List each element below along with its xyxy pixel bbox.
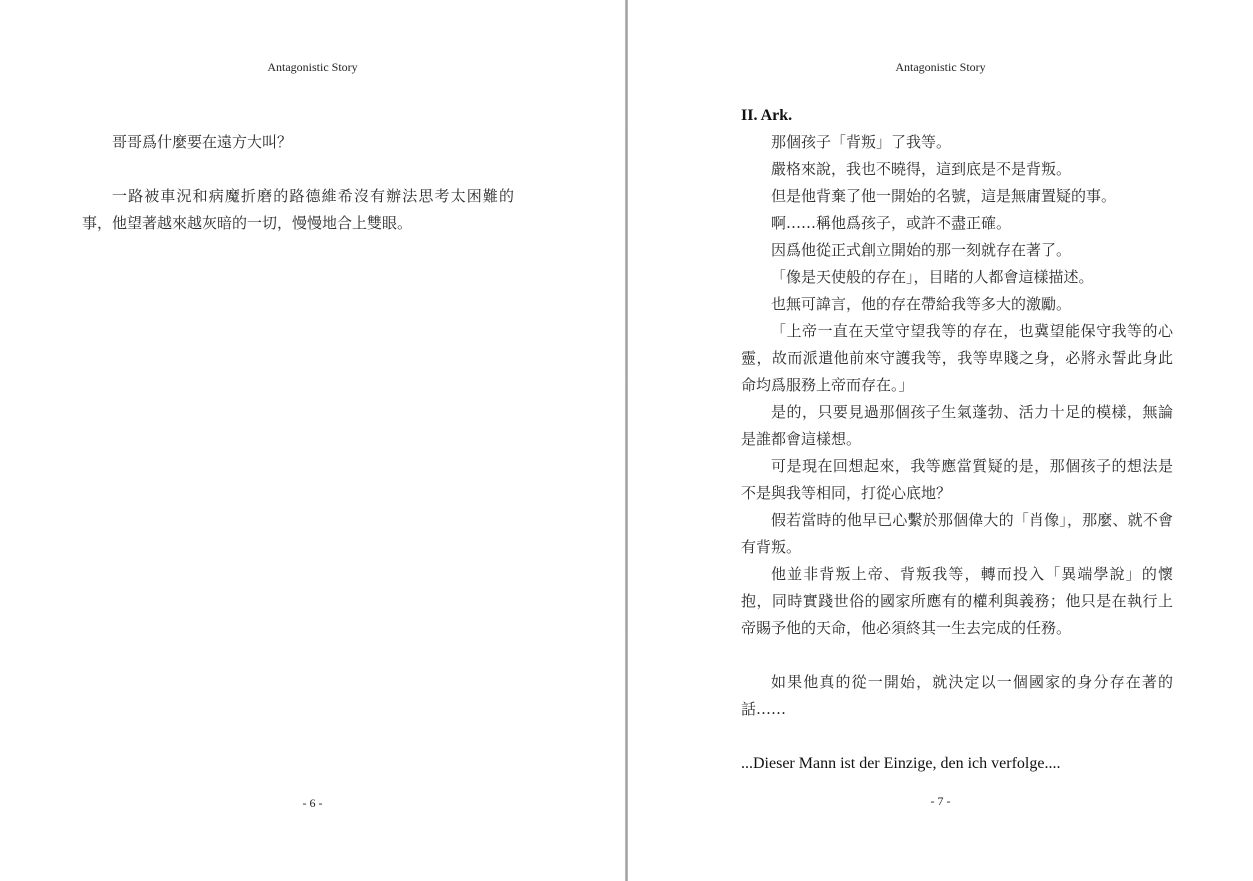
body-paragraph: 「像是天使般的存在」，目睹的人都會這樣描述。: [771, 268, 1094, 286]
closing-line: ...Dieser Mann ist der Einzige, den ich verfolge....: [741, 755, 1061, 772]
body-paragraph: 啊……稱他爲孩子，或許不盡正確。: [771, 214, 1012, 232]
body-paragraph: 但是他背棄了他一開始的名號，這是無庸置疑的事。: [771, 187, 1117, 205]
paragraph-gap: [741, 642, 1173, 669]
body-paragraph: 是的，只要見過那個孩子生氣蓬勃、活力十足的模樣，無論是誰都會這樣想。: [741, 403, 1173, 448]
body-paragraph: 因爲他從正式創立開始的那一刻就存在著了。: [771, 241, 1072, 259]
body-paragraph: 假若當時的他早已心繫於那個偉大的「肖像」，那麼、就不會有背叛。: [741, 511, 1173, 556]
right-page: [628, 0, 1253, 881]
final-paragraph: 如果他真的從一開始，就決定以一個國家的身分存在著的話……: [741, 673, 1173, 718]
body-paragraph: 一路被車況和病魔折磨的路德維希沒有辦法思考太困難的事，他望著越來越灰暗的一切，慢慢地合上雙眼。: [82, 187, 514, 232]
left-running-header: Antagonistic Story: [267, 60, 358, 74]
body-paragraph: 那個孩子「背叛」了我等。: [771, 133, 952, 151]
body-paragraph: 「上帝一直在天堂守望我等的存在，也冀望能保守我等的心靈，故而派遣他前來守護我等，我等卑賤之身，必將永誓此身此命均爲服務上帝而存在。」: [741, 322, 1173, 394]
body-paragraph: 也無可諱言，他的存在帶給我等多大的激勵。: [771, 295, 1072, 313]
right-running-header: Antagonistic Story: [895, 60, 986, 74]
paragraph-gap: [741, 723, 1173, 750]
right-body-text: [741, 102, 1173, 777]
body-paragraph: 他並非背叛上帝、背叛我等，轉而投入「異端學說」的懷抱，同時實踐世俗的國家所應有的權利與義務；他只是在執行上帝賜予他的天命，他必須終其一生去完成的任務。: [741, 565, 1173, 637]
right-page-number: - 7 -: [930, 794, 951, 808]
chapter-title: II. Ark.: [741, 107, 793, 124]
left-page: [0, 0, 625, 881]
left-body-text: [82, 129, 514, 237]
body-paragraph: 嚴格來說，我也不曉得，這到底是不是背叛。: [771, 160, 1072, 178]
body-paragraph: 可是現在回想起來，我等應當質疑的是，那個孩子的想法是不是與我等相同，打從心底地？: [741, 457, 1173, 502]
body-paragraph: 哥哥爲什麼要在遠方大叫？: [112, 133, 293, 151]
left-page-number: - 6 -: [302, 796, 323, 810]
paragraph-gap: [82, 156, 514, 183]
